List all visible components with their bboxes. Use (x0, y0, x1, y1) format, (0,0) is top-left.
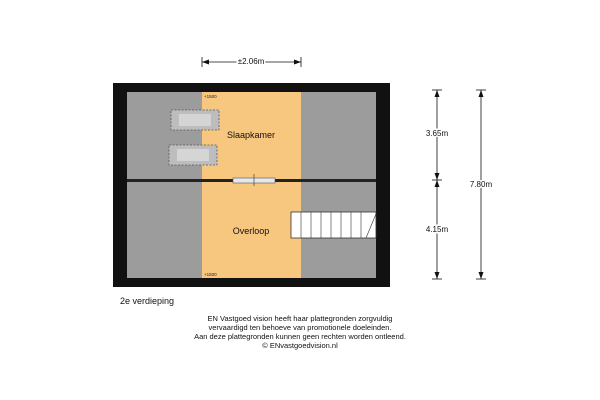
staircase (291, 212, 376, 238)
elevation-marker-bottom: +1500 (204, 272, 217, 277)
dimension-width-label: ±2.06m (237, 57, 265, 66)
room-label-overloop: Overloop (232, 226, 270, 236)
dimension-height-upper-label: 3.65m (425, 129, 449, 138)
disclaimer-line-2: vervaardigd ten behoeve van promotionele doeleinden. (208, 323, 392, 332)
disclaimer-line-1: EN Vastgoed vision heeft haar plattegronden zorgvuldig (207, 314, 393, 323)
skylight-upper (171, 110, 219, 130)
room-label-slaapkamer: Slaapkamer (226, 130, 276, 140)
disclaimer-line-3: Aan deze plattegronden kunnen geen rechten worden ontleend. (194, 332, 406, 341)
floor-level-label: 2e verdieping (120, 296, 175, 306)
dimension-height-lower-label: 4.15m (425, 225, 449, 234)
dimension-vertical-split (432, 90, 442, 279)
elevation-marker-top: +1500 (204, 94, 217, 99)
disclaimer-line-4: © ENvastgoedvision.nl (262, 341, 338, 350)
roof-slope-right (301, 92, 376, 278)
dimension-height-total-label: 7.80m (469, 180, 493, 189)
skylight-lower (169, 145, 217, 165)
